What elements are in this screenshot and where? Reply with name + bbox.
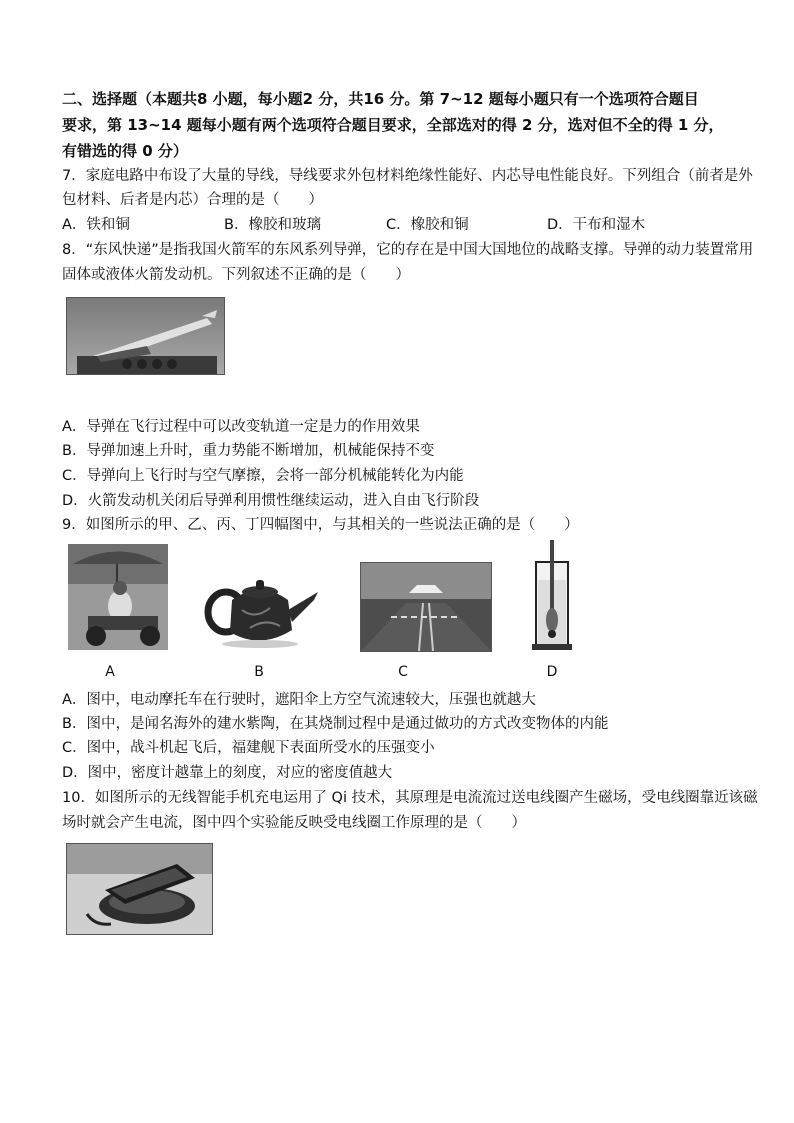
q8-stem-line2: 固体或液体火箭发动机。下列叙述不正确的是（ ） — [62, 267, 410, 283]
q9-option-b: B．图中，是闻名海外的建水紫陶，在其烧制过程中是通过做功的方式改变物体的内能 — [62, 716, 609, 732]
figure-b-image — [200, 570, 322, 652]
q8-option-d: D．火箭发动机关闭后导弹利用惯性继续运动，进入自由飞行阶段 — [62, 493, 480, 509]
q8-option-a: A．导弹在飞行过程中可以改变轨道一定是力的作用效果 — [62, 419, 420, 435]
figure-a-caption: A — [105, 664, 115, 680]
figure-a-image — [68, 544, 168, 650]
figure-b-caption: B — [254, 664, 264, 680]
q9-option-c: C．图中，战斗机起飞后，福建舰下表面所受水的压强变小 — [62, 740, 435, 756]
section-heading-line3: 有错选的得 0 分） — [62, 142, 188, 160]
q10-stem-line2: 场时就会产生电流，图中四个实验能反映受电线圈工作原理的是（ ） — [62, 815, 526, 831]
wireless-charger-photo — [66, 843, 213, 935]
q9-option-a: A．图中，电动摩托车在行驶时，遮阳伞上方空气流速较大，压强也就越大 — [62, 692, 536, 708]
q7-stem-line1: 7．家庭电路中布设了大量的导线，导线要求外包材料绝缘性能好、内芯导电性能良好。下列组合（前者是外 — [62, 168, 753, 184]
wireless-charger-image — [67, 844, 212, 934]
missile-launch-photo — [66, 297, 225, 375]
q8-stem-line1: 8．“东风快递”是指我国火箭军的东风系列导弹，它的存在是中国大国地位的战略支撑。导弹的动力装置常用 — [62, 242, 754, 258]
q8-option-b: B．导弹加速上升时，重力势能不断增加，机械能保持不变 — [62, 443, 435, 459]
figure-c-image — [361, 563, 491, 651]
figure-a-motorcycle — [68, 544, 168, 650]
q9-option-d: D．图中，密度计越靠上的刻度，对应的密度值越大 — [62, 765, 393, 781]
q10-stem-line1: 10．如图所示的无线智能手机充电运用了 Qi 技术，其原理是电流流过送电线圈产生磁场，受电线圈靠近该磁 — [62, 790, 758, 806]
section-heading-line1: 二、选择题（本题共8 小题，每小题2 分，共16 分。第 7~12 题每小题只有一个选项符合题目 — [62, 90, 699, 108]
figure-c-caption: C — [398, 664, 408, 680]
figure-d-image — [530, 540, 574, 652]
figure-d-hydrometer — [530, 540, 574, 652]
missile-launch-image — [67, 298, 224, 374]
q7-stem-line2: 包材料、后者是内芯）合理的是（ ） — [62, 192, 323, 208]
q7-option-b: B．橡胶和玻璃 — [224, 217, 321, 233]
q7-option-a: A．铁和铜 — [62, 217, 130, 233]
figure-c-carrier — [360, 562, 492, 652]
q9-stem: 9．如图所示的甲、乙、丙、丁四幅图中，与其相关的一些说法正确的是（ ） — [62, 517, 579, 533]
section-heading-line2: 要求，第 13~14 题每小题有两个选项符合题目要求，全部选对的得 2 分，选对但不全的得 1 分， — [62, 116, 724, 134]
q7-option-d: D．干布和湿木 — [547, 217, 646, 233]
q8-option-c: C．导弹向上飞行时与空气摩擦，会将一部分机械能转化为内能 — [62, 468, 464, 484]
figure-d-caption: D — [546, 664, 558, 680]
figure-b-teapot — [200, 570, 322, 652]
q7-option-c: C．橡胶和铜 — [386, 217, 469, 233]
